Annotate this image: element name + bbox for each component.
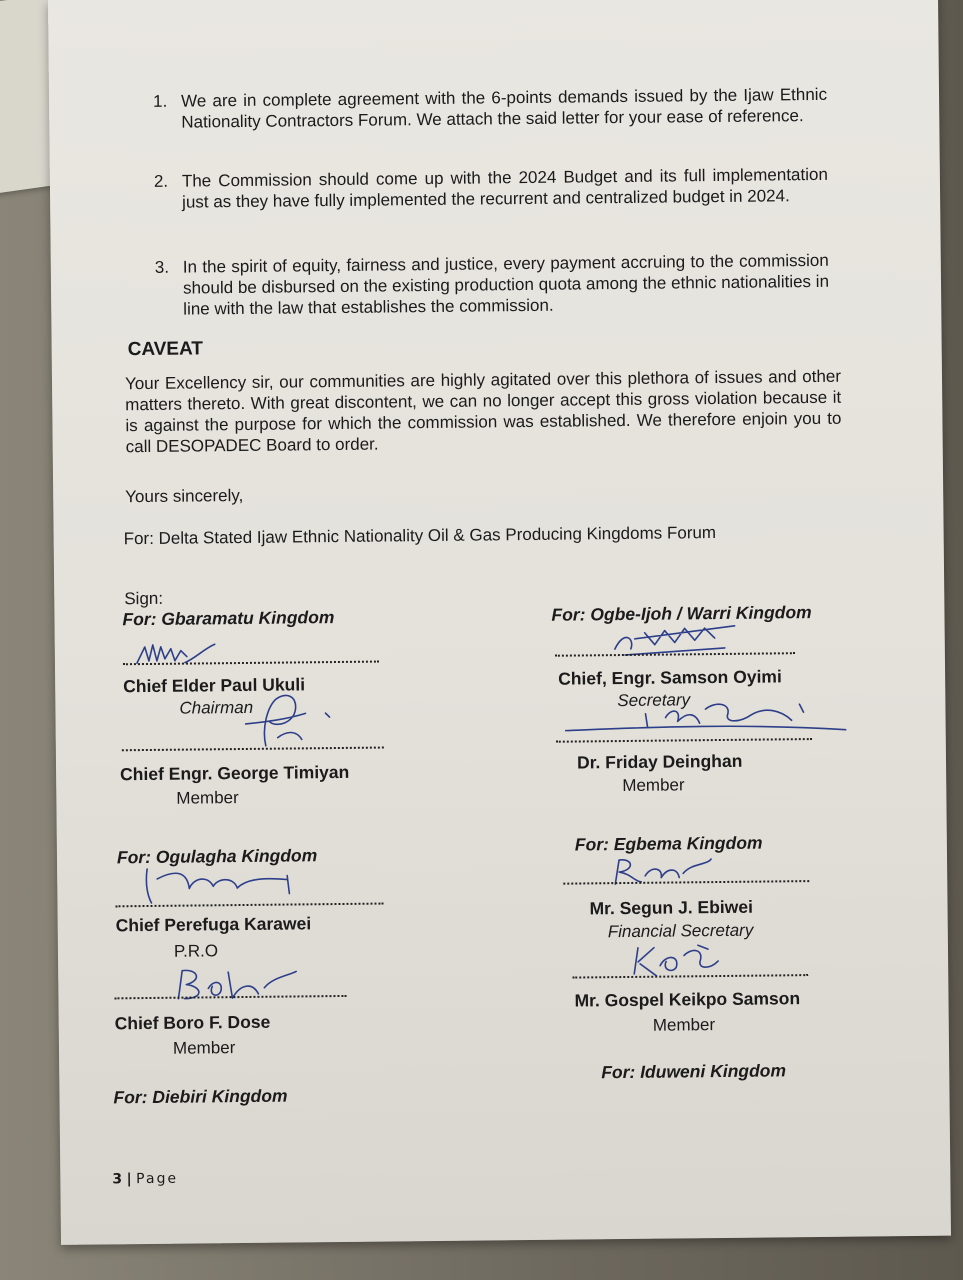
forum-line: For: Delta Stated Ijaw Ethnic Nationality Oil & Gas Producing Kingdoms Forum — [123, 523, 717, 549]
right-role-member-2: Member — [652, 1015, 716, 1035]
page-footer — [112, 1171, 178, 1188]
right-name-ebiwei: Mr. Segun J. Ebiwei — [589, 896, 754, 919]
left-name-ukuli: Chief Elder Paul Ukuli — [123, 674, 306, 697]
letter-page — [48, 0, 951, 1245]
point-2 — [153, 164, 828, 213]
right-name-keikpo-samson: Mr. Gospel Keikpo Samson — [574, 988, 801, 1011]
point-text: We are in complete agreement with the 6-points demands issued by the Ijaw Ethnic Nationality Contractors Forum. We attach the said letter for your ease of reference. — [180, 84, 828, 132]
right-name-deinghan: Dr. Friday Deinghan — [576, 750, 743, 773]
caveat-heading: CAVEAT — [127, 338, 204, 361]
signature-deinghan — [555, 692, 856, 745]
left-name-dose: Chief Boro F. Dose — [114, 1011, 271, 1034]
point-1 — [152, 84, 828, 133]
page-number: 3 — [112, 1171, 123, 1188]
right-kingdom-iduweni: For: Iduweni Kingdom — [601, 1060, 787, 1083]
signature-karawei — [137, 857, 308, 909]
left-name-timiyan: Chief Engr. George Timiyan — [120, 761, 350, 785]
point-3 — [154, 250, 830, 320]
left-role-member: Member — [176, 788, 239, 808]
page-word: Page — [136, 1170, 179, 1188]
left-role-pro: P.R.O — [173, 941, 219, 961]
left-kingdom-diebiri: For: Diebiri Kingdom — [113, 1085, 288, 1108]
right-kingdom-egbema: For: Egbema Kingdom — [574, 832, 763, 855]
right-name-oyimi: Chief, Engr. Samson Oyimi — [558, 666, 782, 689]
point-text: In the spirit of equity, fairness and justice, every payment accruing to the commission should be disbursed on the existing production quota among the ethnic nationalities in line with the law that establishes the commission. — [182, 250, 830, 319]
closing: Yours sincerely, — [125, 485, 244, 507]
signature-timiyan — [205, 687, 346, 754]
point-number: 1. — [152, 91, 168, 111]
left-name-karawei: Chief Perefuga Karawei — [115, 913, 312, 936]
point-number: 2. — [153, 171, 169, 191]
signature-keikpo — [628, 939, 728, 980]
right-role-secretary: Secretary — [617, 690, 691, 711]
right-role-member: Member — [622, 775, 685, 796]
point-text: The Commission should come up with the 2024 Budget and its full implementation just as they have fully implemented the recurrent and centralized budget in 2024. — [181, 164, 828, 212]
right-kingdom-ogbe-ijoh: For: Ogbe-Ijoh / Warri Kingdom — [551, 602, 812, 625]
page-separator: | — [126, 1171, 132, 1188]
left-kingdom-gbaramatu: For: Gbaramatu Kingdom — [122, 607, 335, 630]
left-role-chairman: Chairman — [179, 697, 254, 718]
left-role-member-2: Member — [172, 1038, 236, 1058]
sign-label: Sign: — [124, 588, 164, 609]
caveat-text: Your Excellency sir, our communities are highly agitated over this plethora of issues and other matters thereto. With great discontent, we can no longer accept this gross violation because it is against the purpose for which the commission was established. We therefore enjoin you to call DESOPADEC Board to order. — [124, 366, 842, 457]
left-kingdom-ogulagha: For: Ogulagha Kingdom — [116, 845, 318, 868]
right-role-financial-secretary: Financial Secretary — [607, 920, 754, 942]
point-number: 3. — [154, 257, 170, 277]
